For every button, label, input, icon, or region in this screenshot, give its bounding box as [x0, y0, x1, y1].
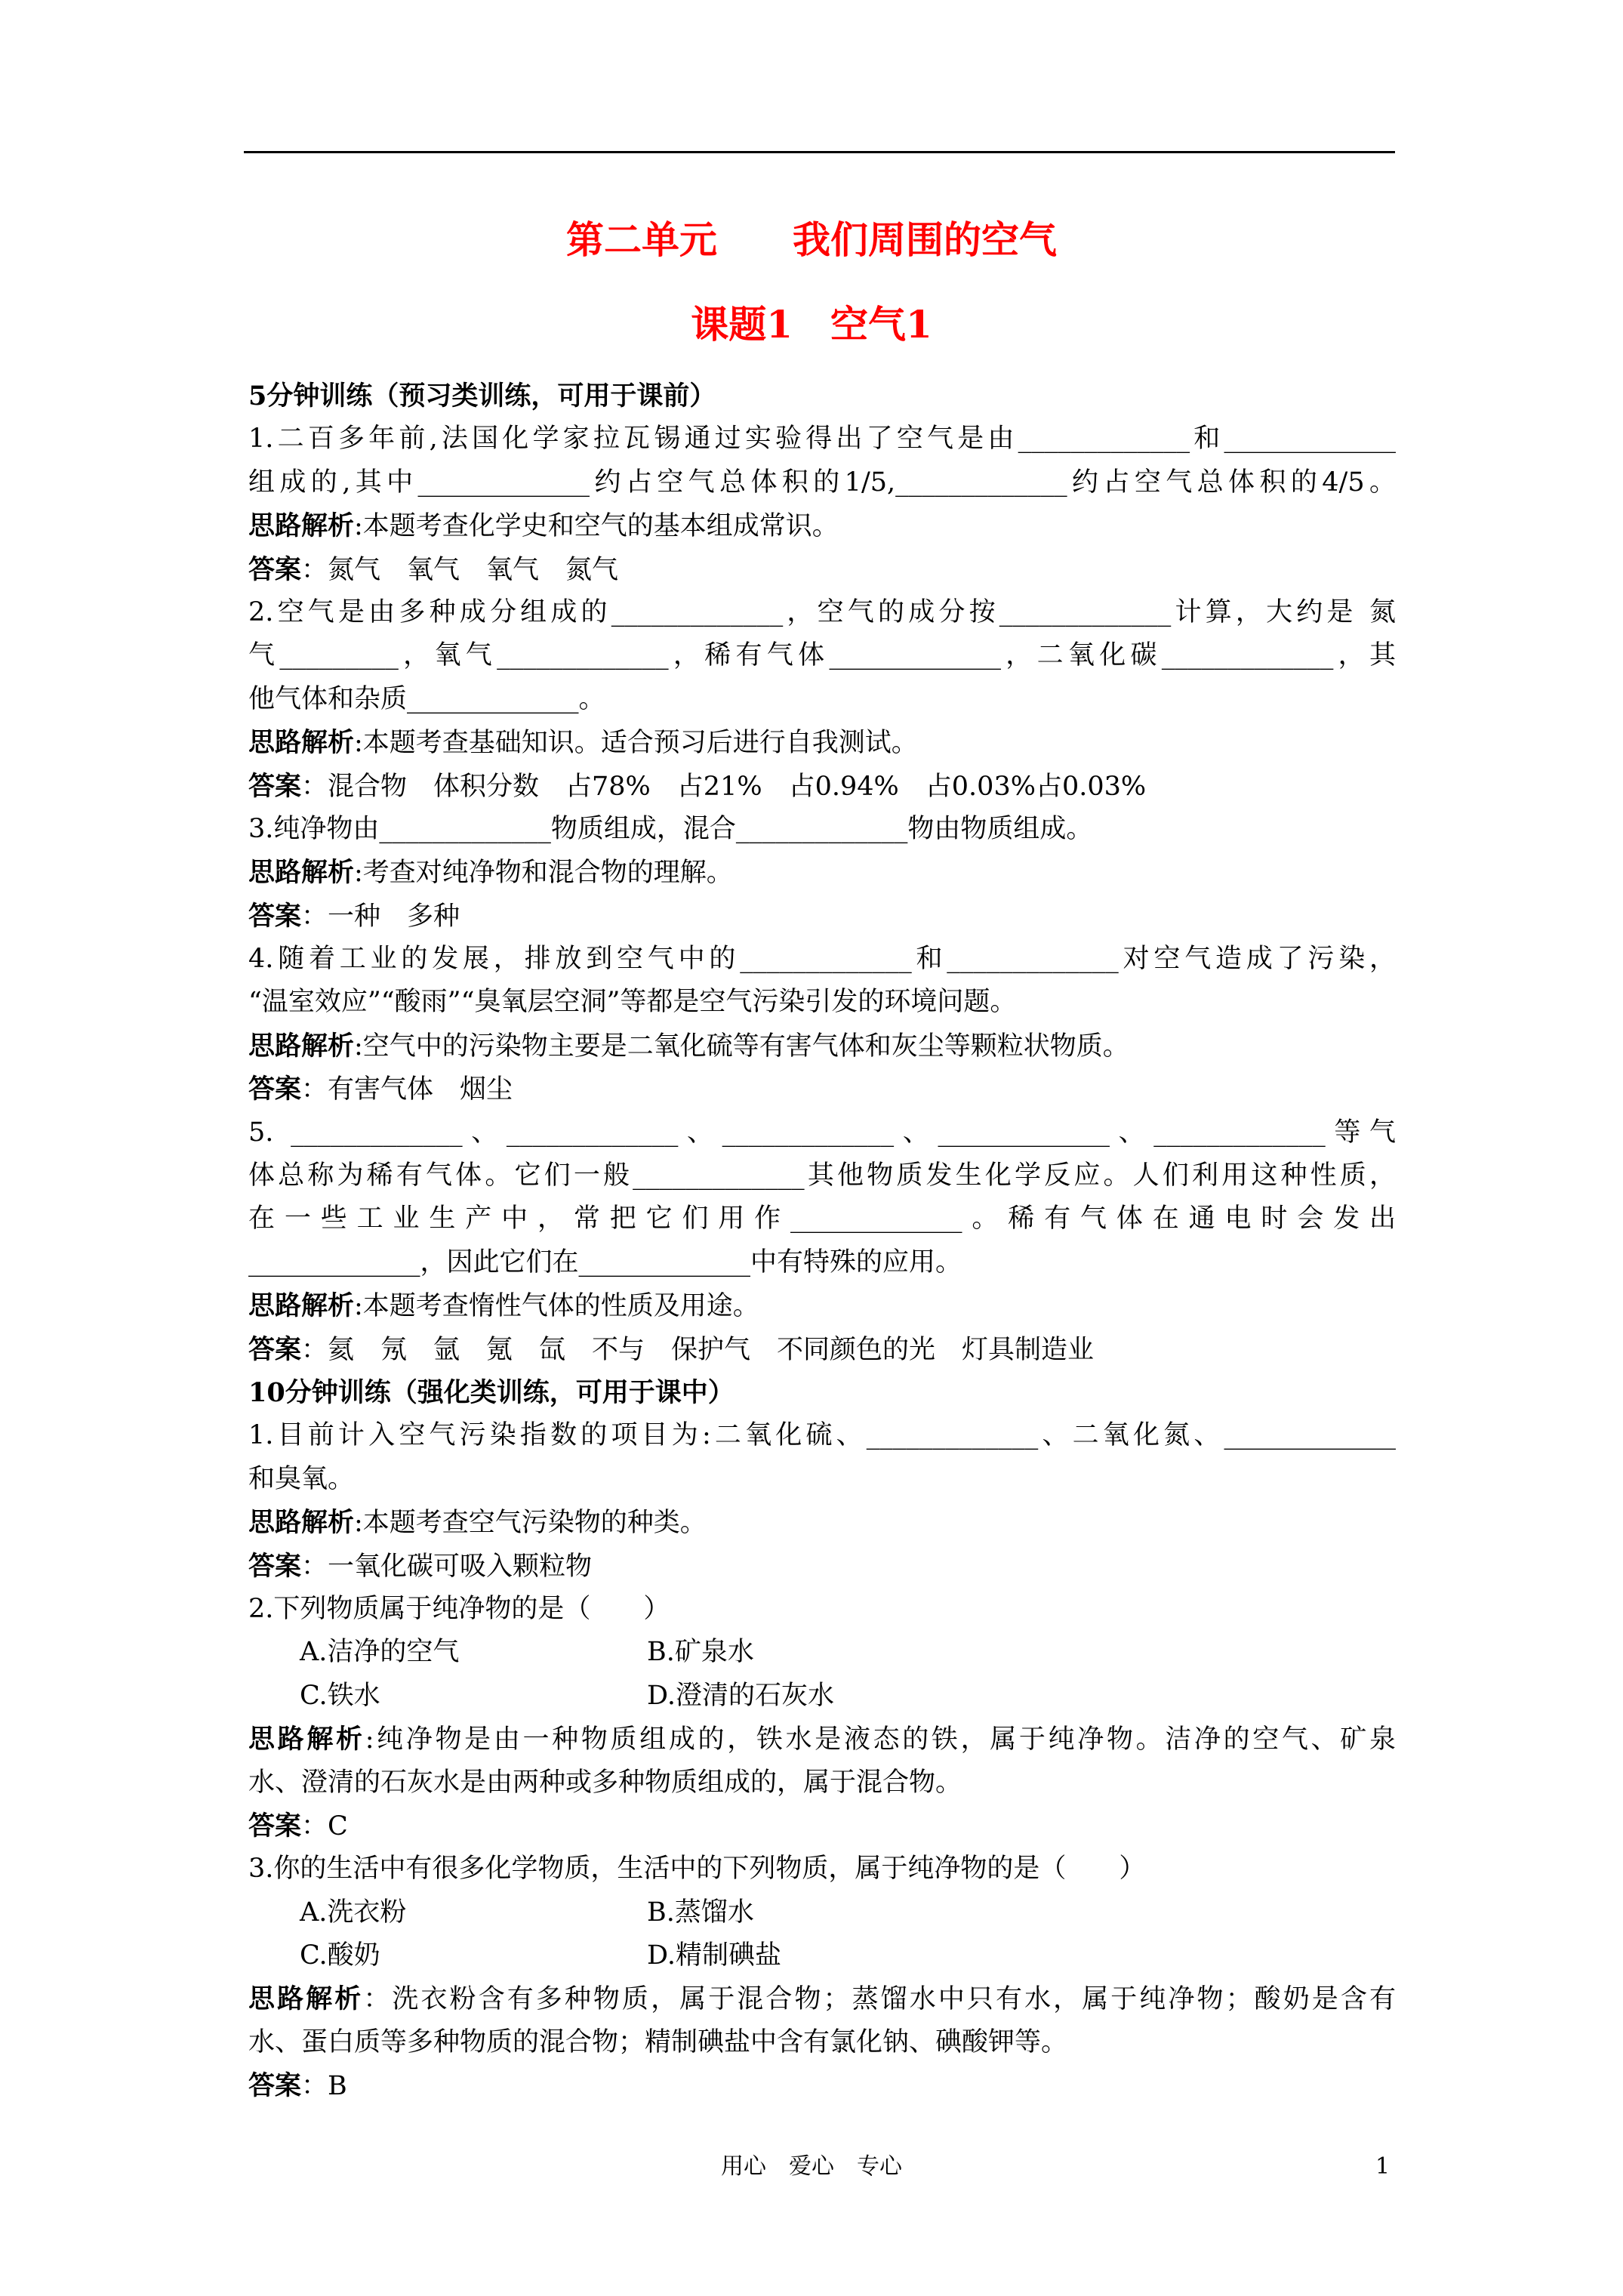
text-line	[248, 2064, 1396, 2107]
text-line	[248, 461, 1396, 504]
line-text: ：C	[301, 1811, 348, 1841]
text-line	[248, 678, 1396, 721]
bold-label: 思路解析	[248, 1030, 355, 1062]
choice-option: D.精制碘盐	[647, 1940, 781, 1971]
line-text: 体总称为稀有气体。它们一般_____________其他物质发生化学反应。人们利用这种性质，	[248, 1160, 1396, 1191]
line-text: 4.随着工业的发展，排放到空气中的_____________和_____________对空气造成了污染，	[248, 944, 1396, 975]
line-text: :本题考查惰性气体的性质及用途。	[354, 1291, 759, 1322]
text-line	[248, 418, 1396, 461]
line-text: 水、澄清的石灰水是由两种或多种物质组成的，属于混合物。	[248, 1767, 962, 1798]
text-line	[248, 2021, 1396, 2064]
text-line	[248, 1241, 1396, 1284]
text-line	[248, 765, 1396, 808]
text-line	[248, 1848, 1396, 1891]
choice-option: B.蒸馏水	[647, 1897, 754, 1928]
line-text: 组成的,其中_____________约占空气总体积的1/5,_____________约占空气总体积的4/5。	[248, 467, 1396, 498]
line-text: 水、蛋白质等多种物质的混合物；精制碘盐中含有氯化钠、碘酸钾等。	[248, 2026, 1068, 2057]
choice-option: B.矿泉水	[647, 1637, 754, 1668]
line-text: 在一些工业生产中，常把它们用作_____________。稀有气体在通电时会发出	[248, 1203, 1396, 1234]
bold-label: 答案	[248, 1333, 302, 1365]
bold-label: 思路解析	[248, 1507, 355, 1539]
line-text: ：混合物 体积分数 占78% 占21% 占0.94% 占0.03%占0.03%	[301, 771, 1147, 802]
bold-label: 思路解析	[248, 1290, 355, 1322]
line-text: ：一种 多种	[301, 901, 460, 932]
bold-label: 答案	[248, 1810, 302, 1841]
text-line	[248, 1371, 1396, 1414]
line-text: _____________，因此它们在_____________中有特殊的应用。	[248, 1247, 962, 1277]
text-line	[248, 981, 1396, 1024]
line-text: 3.纯净物由_____________物质组成，混合_____________物由物质组成。	[248, 813, 1093, 844]
choice-option: C.铁水	[300, 1680, 380, 1711]
bold-label: 5分钟训练（预习类训练，可用于课前）	[248, 381, 716, 411]
text-line	[248, 1761, 1396, 1804]
line-text: 和臭氧。	[248, 1463, 355, 1494]
text-line	[248, 1284, 1396, 1327]
text-line	[248, 374, 1396, 418]
choice-option: A.洁净的空气	[300, 1637, 460, 1668]
choice-option: A.洗衣粉	[300, 1897, 407, 1928]
bold-label: 答案	[248, 1074, 302, 1105]
page-number: 1	[1375, 2153, 1390, 2180]
bold-label: 答案	[248, 2070, 302, 2102]
choice-option: D.澄清的石灰水	[647, 1680, 834, 1711]
bold-label: 思路解析	[248, 727, 355, 759]
text-line	[248, 1328, 1396, 1371]
text-line	[248, 548, 1396, 591]
line-text: ：有害气体 烟尘	[301, 1074, 513, 1105]
text-line	[248, 591, 1396, 634]
text-line	[248, 1458, 1396, 1501]
line-text: 2.空气是由多种成分组成的_____________，空气的成分按_____________计算，大约是 氮	[248, 596, 1396, 627]
line-text: :纯净物是由一种物质组成的，铁水是液态的铁，属于纯净物。洁净的空气、矿泉	[365, 1724, 1396, 1755]
text-line	[248, 1804, 1396, 1848]
text-line	[248, 1718, 1396, 1761]
bold-label: 思路解析	[248, 1724, 365, 1755]
line-text: ：洗衣粉含有多种物质，属于混合物；蒸馏水中只有水，属于纯净物；酸奶是含有	[363, 1984, 1396, 2015]
text-line	[248, 1197, 1396, 1240]
line-text: 3.你的生活中有很多化学物质，生活中的下列物质，属于纯净物的是（ ）	[248, 1854, 1146, 1885]
text-line	[248, 634, 1396, 677]
line-text: ：一氧化碳可吸入颗粒物	[301, 1551, 593, 1582]
text-line	[248, 1025, 1396, 1068]
header-rule	[244, 151, 1395, 153]
text-line	[248, 1934, 1396, 1977]
text-line	[248, 1631, 1396, 1674]
bold-label: 10分钟训练（强化类训练，可用于课中）	[248, 1376, 735, 1408]
lesson-title: 课题1 空气1	[691, 302, 932, 347]
line-text: 他气体和杂质_____________。	[248, 683, 605, 714]
text-line	[248, 851, 1396, 894]
text-line	[248, 1588, 1396, 1631]
text-line	[248, 1501, 1396, 1544]
line-text: :空气中的污染物主要是二氧化硫等有害气体和灰尘等颗粒状物质。	[354, 1031, 1129, 1062]
page-footer: 用心 爱心 专心	[721, 2153, 902, 2180]
text-line	[248, 1675, 1396, 1718]
line-text: 5. _____________、_____________、_____________、_____________、_____________等气	[248, 1117, 1396, 1148]
line-text: 1.目前计入空气污染指数的项目为:二氧化硫、_____________、二氧化氮、_____________	[248, 1420, 1396, 1451]
line-text: 2.下列物质属于纯净物的是（ ）	[248, 1593, 670, 1624]
line-text: ：氦 氖 氩 氪 氙 不与 保护气 不同颜色的光 灯具制造业	[301, 1334, 1095, 1365]
line-text: :本题考查空气污染物的种类。	[354, 1508, 707, 1539]
line-text: :考查对纯净物和混合物的理解。	[354, 858, 733, 889]
bold-label: 思路解析	[248, 857, 355, 889]
text-line	[248, 504, 1396, 547]
bold-label: 思路解析	[248, 510, 355, 542]
bold-label: 答案	[248, 1550, 302, 1582]
text-line	[248, 895, 1396, 938]
text-line	[248, 938, 1396, 981]
text-line	[248, 1068, 1396, 1111]
bold-label: 答案	[248, 553, 302, 585]
text-line	[248, 1154, 1396, 1197]
line-text: ：B	[301, 2071, 347, 2102]
bold-label: 答案	[248, 770, 302, 802]
line-text: :本题考查基础知识。适合预习后进行自我测试。	[354, 728, 918, 759]
line-text: 1.二百多年前,法国化学家拉瓦锡通过实验得出了空气是由_____________和_____________	[248, 424, 1396, 455]
text-line	[248, 1414, 1396, 1457]
text-line	[248, 1977, 1396, 2020]
line-text: ：氮气 氧气 氧气 氮气	[301, 554, 619, 585]
line-text: 气_________，氧气_____________，稀有气体_____________，二氧化碳_____________，其	[248, 640, 1396, 671]
text-line	[248, 1111, 1396, 1154]
choice-option: C.酸奶	[300, 1940, 380, 1971]
text-line	[248, 1545, 1396, 1588]
text-line	[248, 808, 1396, 851]
line-text: “温室效应”“酸雨”“臭氧层空洞”等都是空气污染引发的环境问题。	[248, 987, 1017, 1018]
document-body	[248, 374, 1396, 2108]
unit-title: 第二单元 我们周围的空气	[566, 217, 1057, 262]
text-line	[248, 1891, 1396, 1934]
text-line	[248, 721, 1396, 764]
bold-label: 思路解析	[248, 1983, 364, 2015]
line-text: :本题考查化学史和空气的基本组成常识。	[354, 511, 839, 542]
bold-label: 答案	[248, 900, 302, 932]
